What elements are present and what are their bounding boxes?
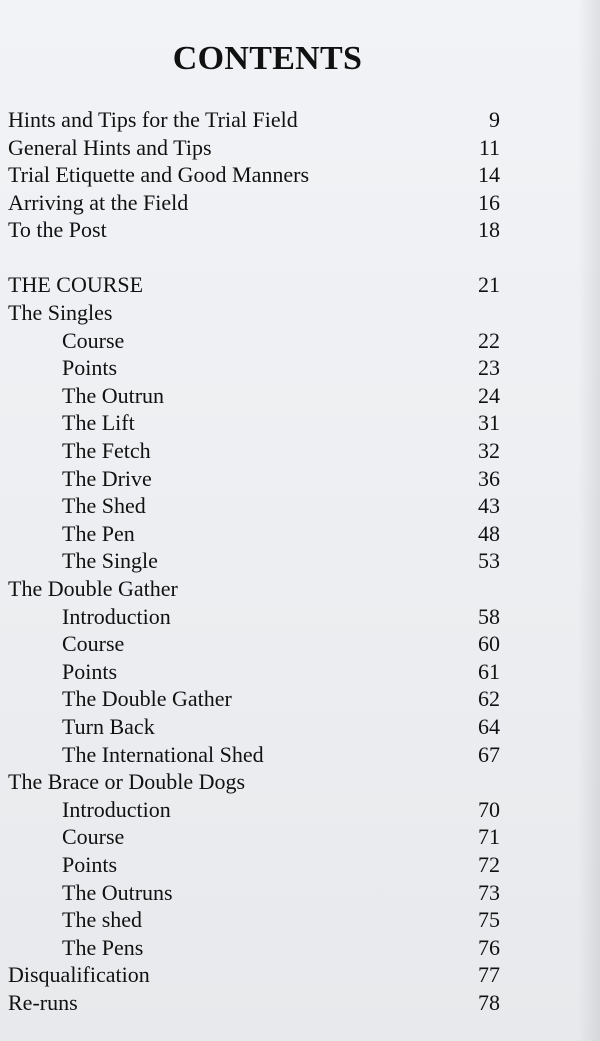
toc-entry [8, 630, 500, 658]
toc-entry-label: The Outruns [62, 879, 173, 905]
toc-entry-label: Turn Back [62, 713, 155, 739]
toc-entry [8, 409, 500, 437]
toc-entry-label: Re-runs [8, 989, 78, 1015]
toc-entry [8, 106, 500, 134]
toc-entry [8, 161, 500, 189]
toc-entry [8, 492, 500, 520]
toc-entry [8, 354, 500, 382]
toc-entry [8, 989, 500, 1017]
toc-entry-label: Points [62, 851, 118, 877]
toc-entry-label: Hints and Tips for the Trial Field [8, 107, 298, 132]
toc-entry [8, 796, 500, 824]
toc-entry [8, 382, 500, 410]
toc-page-number: 9 [489, 107, 500, 132]
toc-entry-label: Trial Etiquette and Good Manners [8, 162, 310, 188]
toc-entry [8, 189, 500, 217]
toc-page-number: 23 [478, 355, 500, 381]
toc-entry-label: The shed [62, 907, 143, 933]
toc-entry-label: General Hints and Tips [8, 134, 212, 160]
toc-entry [8, 934, 500, 962]
toc-page-number: 31 [478, 410, 500, 436]
toc-entry [8, 685, 500, 713]
toc-page-number: 43 [478, 493, 500, 519]
toc-page-number: 76 [478, 934, 500, 960]
toc-entry-label: Introduction [62, 603, 171, 629]
toc-page-number: 22 [478, 327, 500, 353]
toc-entry-label: The Lift [62, 410, 135, 436]
toc-entry [8, 437, 500, 465]
toc-section-heading [8, 271, 500, 299]
toc-page-number: 58 [478, 603, 500, 629]
toc-entry [8, 741, 500, 769]
toc-page-number: 14 [478, 162, 500, 188]
toc-entry [8, 520, 500, 548]
toc-page-number: 53 [478, 548, 500, 574]
toc-entry-label: To the Post [8, 217, 107, 243]
toc-entry [8, 851, 500, 879]
toc-page-number: 73 [478, 879, 500, 905]
toc-page-number: 24 [478, 382, 500, 408]
toc-page-number: 67 [478, 741, 500, 767]
toc-entry-label: Points [62, 658, 118, 684]
toc-page-number: 32 [478, 438, 500, 464]
page-title: CONTENTS [172, 40, 363, 77]
toc-page-number: 36 [478, 465, 500, 491]
toc-entry-label: Course [62, 824, 125, 850]
toc-page-number: 16 [478, 189, 500, 215]
toc-entry [8, 879, 500, 907]
toc-page-number: 70 [478, 796, 500, 822]
toc-entry-label: The Single [62, 548, 158, 574]
toc-entry-label: The Brace or Double Dogs [8, 769, 246, 795]
toc-page-number: 75 [478, 907, 500, 933]
table-of-contents [8, 106, 500, 1017]
toc-entry-label: The International Shed [62, 741, 264, 767]
toc-entry-label: The Double Gather [62, 686, 232, 712]
toc-entry [8, 465, 500, 493]
toc-entry-label: Disqualification [8, 962, 150, 988]
toc-entry [8, 547, 500, 575]
toc-page-number: 18 [478, 217, 500, 243]
toc-entry [8, 713, 500, 741]
toc-page-number: 61 [478, 658, 500, 684]
toc-page-number: 71 [478, 824, 500, 850]
toc-entry-label: Course [62, 631, 125, 657]
toc-entry-label: The Pens [62, 934, 144, 960]
toc-page-number: 64 [478, 713, 500, 739]
toc-subsection-heading [8, 768, 500, 796]
toc-entry-label: The Double Gather [8, 576, 178, 601]
toc-entry [8, 823, 500, 851]
toc-subsection-heading [8, 575, 500, 603]
toc-page-number: 78 [478, 989, 500, 1015]
toc-entry-label: The Shed [62, 493, 146, 519]
toc-entry-label: The Fetch [62, 438, 151, 464]
toc-entry [8, 906, 500, 934]
toc-entry-label: THE COURSE [8, 272, 144, 298]
toc-page-number: 48 [478, 520, 500, 546]
toc-entry [8, 216, 500, 244]
toc-entry [8, 658, 500, 686]
toc-page-number: 11 [478, 134, 500, 160]
toc-entry-label: The Drive [62, 465, 152, 491]
toc-entry-label: Points [62, 355, 118, 381]
toc-entry-label: Course [62, 327, 125, 353]
toc-page-number: 60 [478, 631, 500, 657]
toc-subsection-heading [8, 299, 500, 327]
toc-entry [8, 134, 500, 162]
toc-entry-label: Introduction [62, 796, 171, 822]
toc-entry [8, 327, 500, 355]
toc-page-number: 62 [478, 686, 500, 712]
toc-page-number: 72 [478, 851, 500, 877]
toc-page-number: 21 [478, 272, 500, 298]
toc-entry-label: The Outrun [62, 382, 165, 408]
toc-entry [8, 603, 500, 631]
toc-page-number: 77 [478, 962, 500, 988]
toc-entry-label: Arriving at the Field [8, 189, 189, 215]
toc-entry-label: The Pen [62, 520, 135, 546]
toc-entry-label: The Singles [8, 300, 113, 326]
toc-entry [8, 961, 500, 989]
